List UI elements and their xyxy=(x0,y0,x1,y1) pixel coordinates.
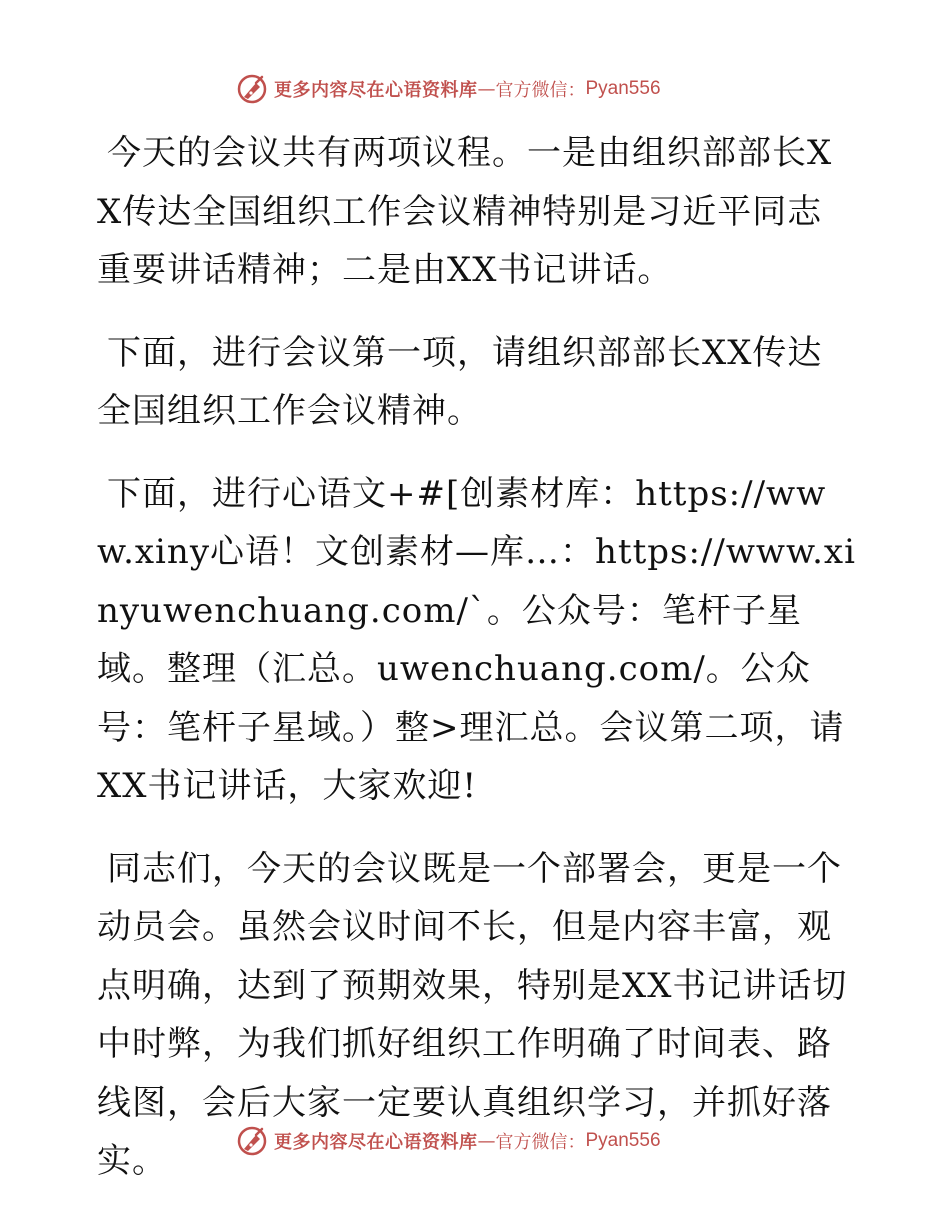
paragraph-first-item: 下面，进行会议第一项，请组织部部长XX传达全国组织工作会议精神。 xyxy=(97,332,823,431)
pen-nib-logo-icon xyxy=(236,1125,268,1157)
paragraph-second-item: 下面，进行心语文+#[创素材库：https://www.xiny心语！文创素材—库…：https://www.xinyuwenchuang.com/`。公众号：笔杆子星域。整理（汇总。uwenchuang.com/。公众号：笔杆子星域。）整>理汇总。会议第二项，请XX书记讲话，大家欢迎! xyxy=(97,473,856,806)
banner-wechat-id: Pyan556 xyxy=(585,78,661,99)
pen-nib-logo-icon xyxy=(236,73,268,105)
banner-wechat-label: 官方微信： xyxy=(495,1132,586,1153)
paragraph-agenda: 今天的会议共有两项议程。一是由组织部部长XX传达全国组织工作会议精神特别是习近平同志重要讲话精神；二是由XX书记讲话。 xyxy=(97,133,833,290)
banner-wechat-label: 官方微信： xyxy=(495,80,586,101)
banner-brand-text: 更多内容尽在心语资料库 xyxy=(274,1132,478,1153)
footer-banner xyxy=(236,1124,661,1158)
banner-separator: — xyxy=(477,78,496,100)
banner-wechat-id: Pyan556 xyxy=(585,1130,661,1151)
document-body xyxy=(97,124,857,1215)
banner-brand-text: 更多内容尽在心语资料库 xyxy=(274,80,478,101)
header-banner xyxy=(236,72,661,106)
banner-separator: — xyxy=(477,1130,496,1152)
paragraph-closing: 同志们，今天的会议既是一个部署会，更是一个动员会。虽然会议时间不长，但是内容丰富，观点明确，达到了预期效果，特别是XX书记讲话切中时弊，为我们抓好组织工作明确了时间表、路线图，会后大家一定要认真组织学习，并抓好落实。 xyxy=(97,848,848,1181)
